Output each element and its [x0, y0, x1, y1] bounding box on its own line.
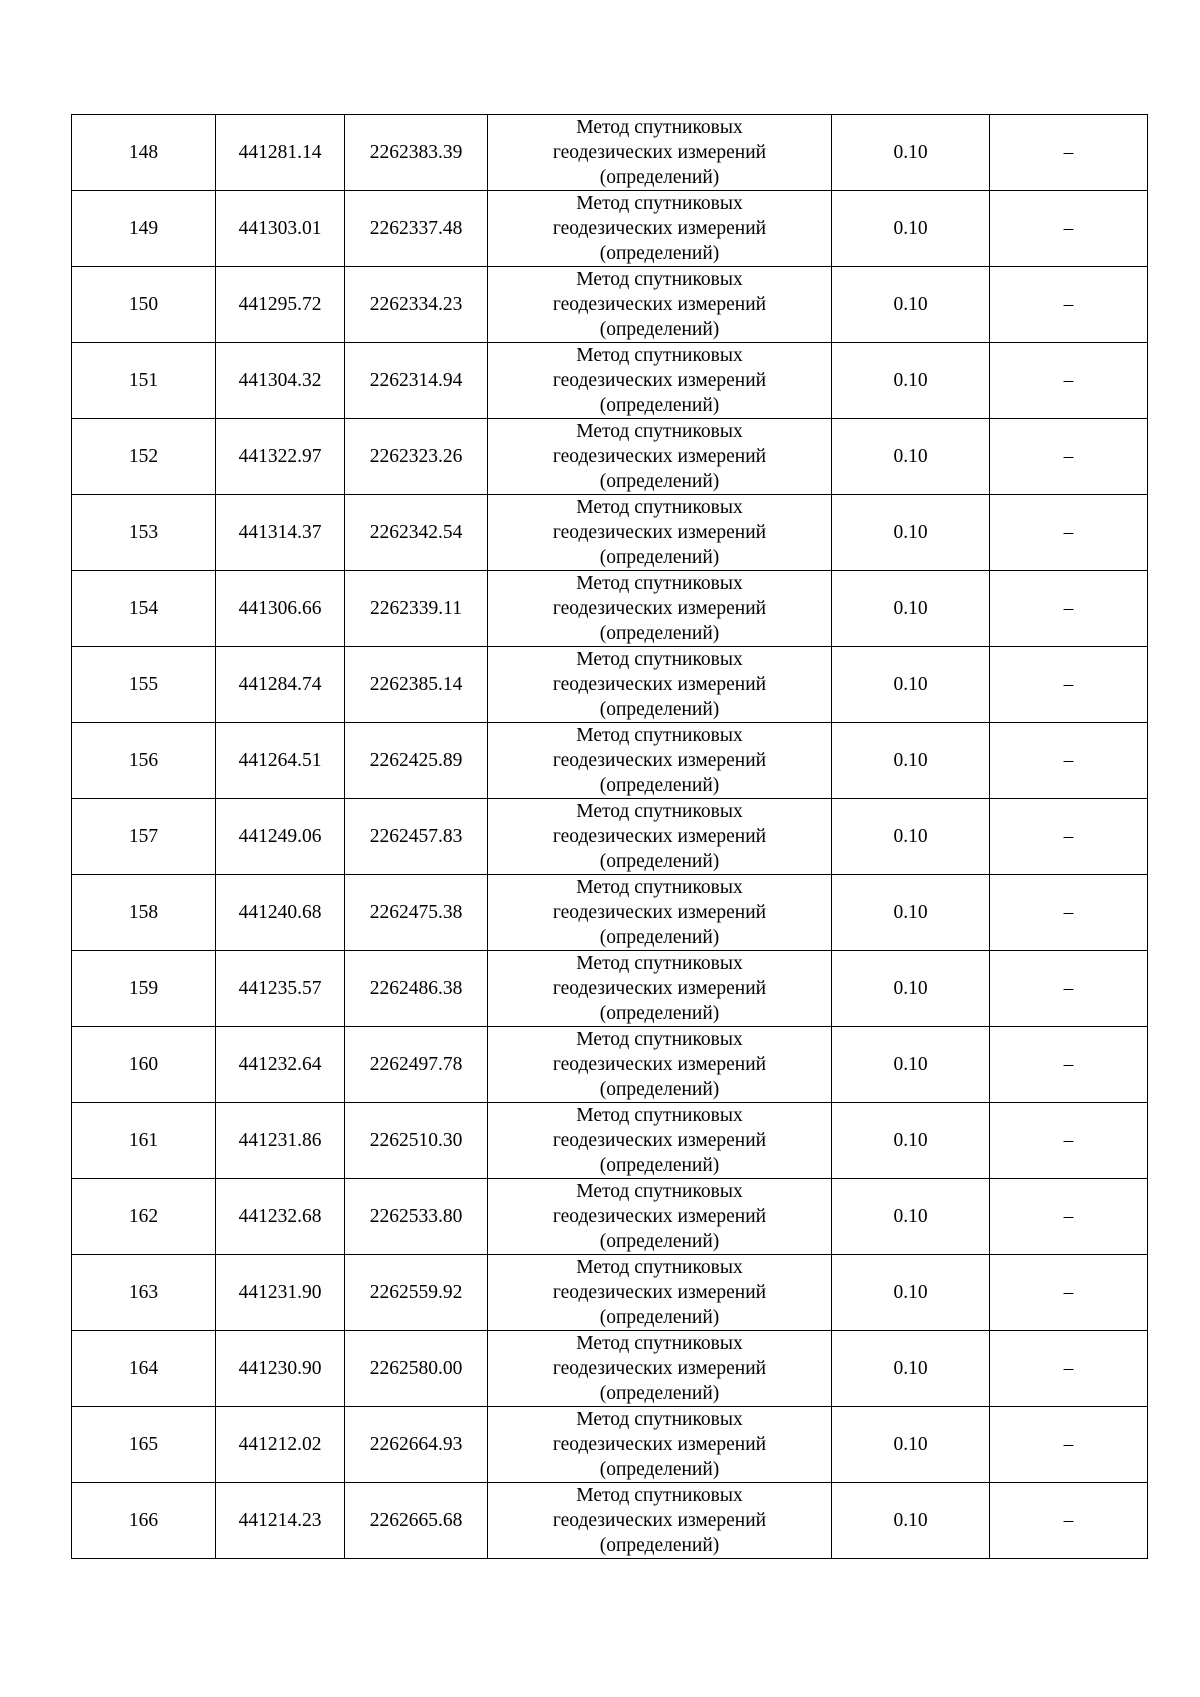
method-line: (определений)	[599, 395, 720, 416]
note-cell: –	[990, 191, 1148, 267]
accuracy-cell: 0.10	[832, 723, 990, 799]
method-cell	[488, 1331, 832, 1407]
accuracy-cell: 0.10	[832, 951, 990, 1027]
method-cell	[488, 647, 832, 723]
note-cell: –	[990, 115, 1148, 191]
method-cell	[488, 267, 832, 343]
y-coordinate-cell: 2262385.14	[345, 647, 488, 723]
accuracy-cell: 0.10	[832, 875, 990, 951]
y-coordinate-cell: 2262337.48	[345, 191, 488, 267]
method-line: (определений)	[599, 699, 720, 720]
method-line: (определений)	[599, 1003, 720, 1024]
method-line: Метод спутниковых	[576, 269, 743, 290]
x-coordinate-cell: 441284.74	[216, 647, 345, 723]
table-row	[72, 267, 1148, 343]
y-coordinate-cell: 2262323.26	[345, 419, 488, 495]
note-cell: –	[990, 1255, 1148, 1331]
method-cell	[488, 1179, 832, 1255]
accuracy-cell: 0.10	[832, 571, 990, 647]
x-coordinate-cell: 441212.02	[216, 1407, 345, 1483]
point-number-cell: 148	[72, 115, 216, 191]
table-row	[72, 1255, 1148, 1331]
method-line: геодезических измерений	[552, 1054, 767, 1075]
accuracy-cell: 0.10	[832, 191, 990, 267]
method-line: геодезических измерений	[552, 826, 767, 847]
method-cell	[488, 1027, 832, 1103]
method-cell	[488, 723, 832, 799]
accuracy-cell: 0.10	[832, 115, 990, 191]
method-line: Метод спутниковых	[576, 1029, 743, 1050]
x-coordinate-cell: 441314.37	[216, 495, 345, 571]
method-line: (определений)	[599, 1155, 720, 1176]
table-row	[72, 495, 1148, 571]
x-coordinate-cell: 441214.23	[216, 1483, 345, 1559]
method-line: геодезических измерений	[552, 598, 767, 619]
point-number-cell: 157	[72, 799, 216, 875]
y-coordinate-cell: 2262342.54	[345, 495, 488, 571]
y-coordinate-cell: 2262580.00	[345, 1331, 488, 1407]
y-coordinate-cell: 2262664.93	[345, 1407, 488, 1483]
method-line: (определений)	[599, 623, 720, 644]
method-line: Метод спутниковых	[576, 117, 743, 138]
method-line: геодезических измерений	[552, 750, 767, 771]
method-line: геодезических измерений	[552, 978, 767, 999]
note-cell: –	[990, 723, 1148, 799]
table-row	[72, 647, 1148, 723]
table-row	[72, 1331, 1148, 1407]
method-line: геодезических измерений	[552, 446, 767, 467]
method-line: Метод спутниковых	[576, 725, 743, 746]
x-coordinate-cell: 441264.51	[216, 723, 345, 799]
coordinates-table-body	[72, 115, 1148, 1559]
method-line: (определений)	[599, 775, 720, 796]
x-coordinate-cell: 441303.01	[216, 191, 345, 267]
accuracy-cell: 0.10	[832, 419, 990, 495]
method-line: (определений)	[599, 243, 720, 264]
accuracy-cell: 0.10	[832, 1027, 990, 1103]
method-line: (определений)	[599, 1231, 720, 1252]
method-line: (определений)	[599, 167, 720, 188]
method-cell	[488, 799, 832, 875]
x-coordinate-cell: 441249.06	[216, 799, 345, 875]
method-line: геодезических измерений	[552, 522, 767, 543]
note-cell: –	[990, 1103, 1148, 1179]
method-line: геодезических измерений	[552, 1434, 767, 1455]
method-cell	[488, 191, 832, 267]
point-number-cell: 160	[72, 1027, 216, 1103]
accuracy-cell: 0.10	[832, 343, 990, 419]
x-coordinate-cell: 441231.86	[216, 1103, 345, 1179]
method-line: геодезических измерений	[552, 1282, 767, 1303]
method-line: геодезических измерений	[552, 1130, 767, 1151]
point-number-cell: 158	[72, 875, 216, 951]
method-line: геодезических измерений	[552, 1510, 767, 1531]
method-line: геодезических измерений	[552, 294, 767, 315]
x-coordinate-cell: 441231.90	[216, 1255, 345, 1331]
accuracy-cell: 0.10	[832, 799, 990, 875]
method-line: геодезических измерений	[552, 142, 767, 163]
note-cell: –	[990, 799, 1148, 875]
method-line: Метод спутниковых	[576, 1485, 743, 1506]
point-number-cell: 164	[72, 1331, 216, 1407]
method-line: геодезических измерений	[552, 674, 767, 695]
note-cell: –	[990, 875, 1148, 951]
x-coordinate-cell: 441240.68	[216, 875, 345, 951]
method-line: Метод спутниковых	[576, 1333, 743, 1354]
note-cell: –	[990, 1027, 1148, 1103]
point-number-cell: 159	[72, 951, 216, 1027]
point-number-cell: 150	[72, 267, 216, 343]
method-line: Метод спутниковых	[576, 573, 743, 594]
table-row	[72, 419, 1148, 495]
method-line: Метод спутниковых	[576, 1409, 743, 1430]
accuracy-cell: 0.10	[832, 1255, 990, 1331]
table-row	[72, 875, 1148, 951]
y-coordinate-cell: 2262457.83	[345, 799, 488, 875]
point-number-cell: 163	[72, 1255, 216, 1331]
method-line: (определений)	[599, 1383, 720, 1404]
method-cell	[488, 419, 832, 495]
method-line: Метод спутниковых	[576, 1105, 743, 1126]
x-coordinate-cell: 441295.72	[216, 267, 345, 343]
table-row	[72, 1179, 1148, 1255]
y-coordinate-cell: 2262665.68	[345, 1483, 488, 1559]
method-line: Метод спутниковых	[576, 1181, 743, 1202]
point-number-cell: 166	[72, 1483, 216, 1559]
x-coordinate-cell: 441281.14	[216, 115, 345, 191]
point-number-cell: 162	[72, 1179, 216, 1255]
method-cell	[488, 571, 832, 647]
x-coordinate-cell: 441235.57	[216, 951, 345, 1027]
accuracy-cell: 0.10	[832, 267, 990, 343]
method-line: Метод спутниковых	[576, 421, 743, 442]
accuracy-cell: 0.10	[832, 1483, 990, 1559]
y-coordinate-cell: 2262425.89	[345, 723, 488, 799]
note-cell: –	[990, 1483, 1148, 1559]
y-coordinate-cell: 2262486.38	[345, 951, 488, 1027]
method-cell	[488, 343, 832, 419]
point-number-cell: 161	[72, 1103, 216, 1179]
accuracy-cell: 0.10	[832, 1407, 990, 1483]
note-cell: –	[990, 343, 1148, 419]
y-coordinate-cell: 2262383.39	[345, 115, 488, 191]
method-cell	[488, 1103, 832, 1179]
x-coordinate-cell: 441232.68	[216, 1179, 345, 1255]
table-row	[72, 723, 1148, 799]
method-cell	[488, 875, 832, 951]
method-cell	[488, 1255, 832, 1331]
method-line: Метод спутниковых	[576, 953, 743, 974]
table-row	[72, 571, 1148, 647]
accuracy-cell: 0.10	[832, 1103, 990, 1179]
method-line: геодезических измерений	[552, 370, 767, 391]
method-line: (определений)	[599, 927, 720, 948]
x-coordinate-cell: 441304.32	[216, 343, 345, 419]
method-line: (определений)	[599, 851, 720, 872]
method-line: Метод спутниковых	[576, 497, 743, 518]
y-coordinate-cell: 2262314.94	[345, 343, 488, 419]
table-row	[72, 1103, 1148, 1179]
method-cell	[488, 951, 832, 1027]
method-line: (определений)	[599, 1079, 720, 1100]
note-cell: –	[990, 419, 1148, 495]
y-coordinate-cell: 2262334.23	[345, 267, 488, 343]
table-row	[72, 1483, 1148, 1559]
accuracy-cell: 0.10	[832, 495, 990, 571]
y-coordinate-cell: 2262497.78	[345, 1027, 488, 1103]
method-cell	[488, 1483, 832, 1559]
table-row	[72, 1027, 1148, 1103]
method-line: геодезических измерений	[552, 218, 767, 239]
method-line: Метод спутниковых	[576, 649, 743, 670]
method-line: (определений)	[599, 1535, 720, 1556]
method-line: Метод спутниковых	[576, 193, 743, 214]
method-cell	[488, 1407, 832, 1483]
point-number-cell: 156	[72, 723, 216, 799]
point-number-cell: 154	[72, 571, 216, 647]
table-row	[72, 343, 1148, 419]
method-cell	[488, 115, 832, 191]
note-cell: –	[990, 1407, 1148, 1483]
point-number-cell: 165	[72, 1407, 216, 1483]
method-line: (определений)	[599, 319, 720, 340]
table-row	[72, 799, 1148, 875]
method-line: (определений)	[599, 547, 720, 568]
method-line: Метод спутниковых	[576, 801, 743, 822]
point-number-cell: 152	[72, 419, 216, 495]
point-number-cell: 153	[72, 495, 216, 571]
y-coordinate-cell: 2262339.11	[345, 571, 488, 647]
method-cell	[488, 495, 832, 571]
accuracy-cell: 0.10	[832, 1179, 990, 1255]
method-line: геодезических измерений	[552, 902, 767, 923]
method-line: геодезических измерений	[552, 1206, 767, 1227]
note-cell: –	[990, 571, 1148, 647]
note-cell: –	[990, 267, 1148, 343]
accuracy-cell: 0.10	[832, 1331, 990, 1407]
x-coordinate-cell: 441322.97	[216, 419, 345, 495]
x-coordinate-cell: 441306.66	[216, 571, 345, 647]
method-line: Метод спутниковых	[576, 1257, 743, 1278]
method-line: (определений)	[599, 1307, 720, 1328]
point-number-cell: 155	[72, 647, 216, 723]
y-coordinate-cell: 2262475.38	[345, 875, 488, 951]
y-coordinate-cell: 2262533.80	[345, 1179, 488, 1255]
method-line: Метод спутниковых	[576, 877, 743, 898]
point-number-cell: 151	[72, 343, 216, 419]
note-cell: –	[990, 1331, 1148, 1407]
note-cell: –	[990, 951, 1148, 1027]
x-coordinate-cell: 441230.90	[216, 1331, 345, 1407]
note-cell: –	[990, 1179, 1148, 1255]
table-row	[72, 1407, 1148, 1483]
table-row	[72, 191, 1148, 267]
y-coordinate-cell: 2262559.92	[345, 1255, 488, 1331]
method-line: (определений)	[599, 471, 720, 492]
coordinates-table	[71, 114, 1148, 1559]
point-number-cell: 149	[72, 191, 216, 267]
y-coordinate-cell: 2262510.30	[345, 1103, 488, 1179]
x-coordinate-cell: 441232.64	[216, 1027, 345, 1103]
table-row	[72, 951, 1148, 1027]
note-cell: –	[990, 495, 1148, 571]
table-row	[72, 115, 1148, 191]
method-line: (определений)	[599, 1459, 720, 1480]
method-line: геодезических измерений	[552, 1358, 767, 1379]
method-line: Метод спутниковых	[576, 345, 743, 366]
accuracy-cell: 0.10	[832, 647, 990, 723]
note-cell: –	[990, 647, 1148, 723]
